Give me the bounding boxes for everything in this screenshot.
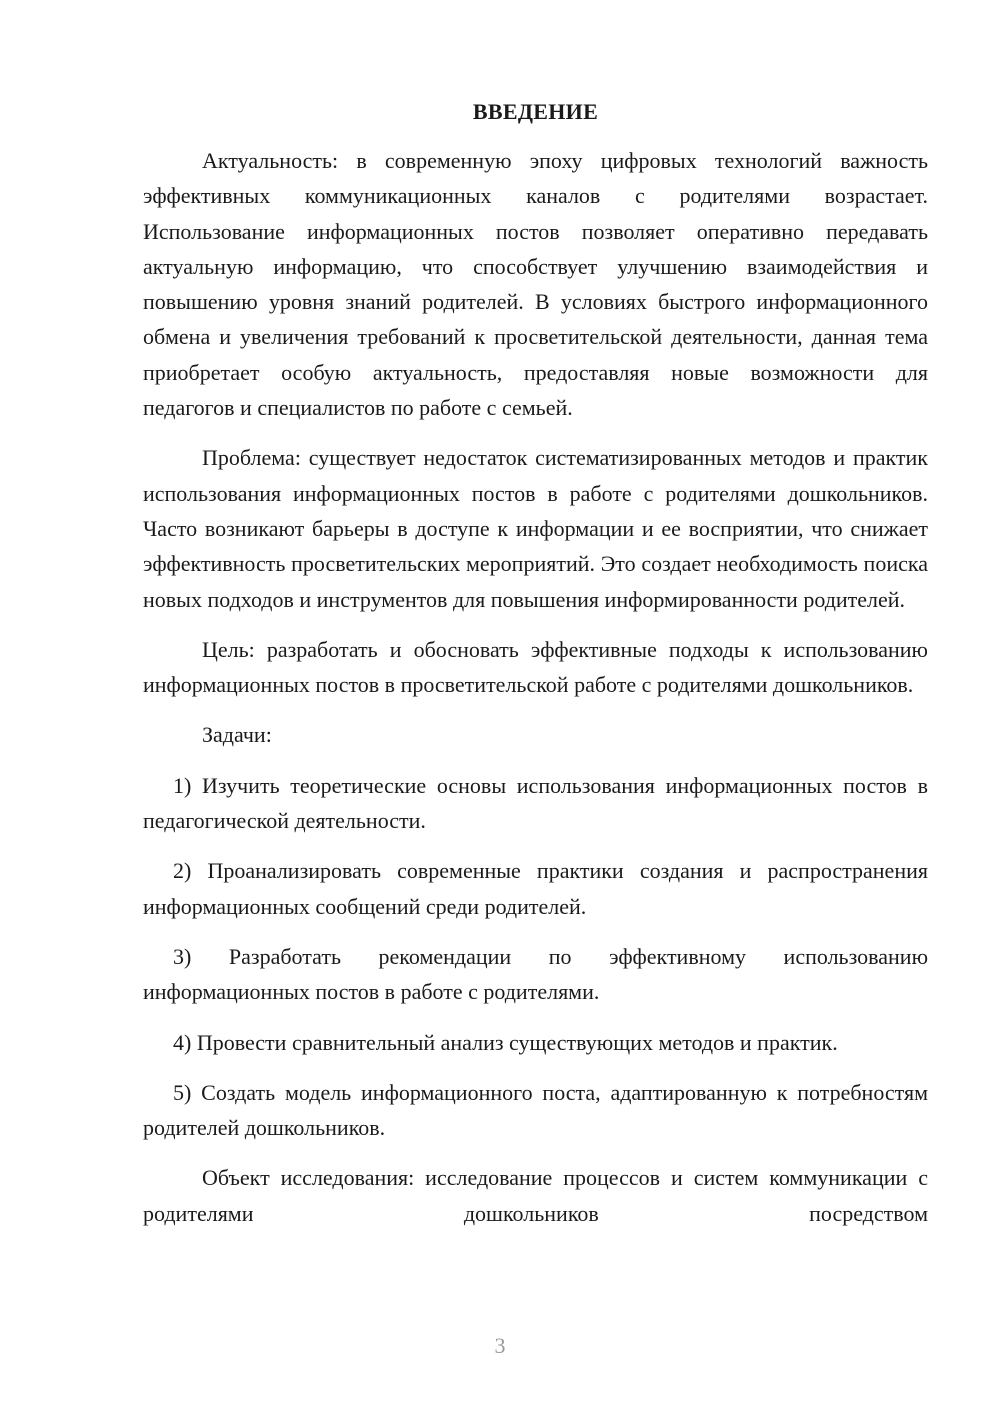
task-item-2: 2) Проанализировать современные практики создания и распространения информационных сообщений среди родителей.	[143, 858, 928, 919]
task-item-5: 5) Создать модель информационного поста, адаптированную к потребностям родителей дошкольников.	[143, 1079, 928, 1141]
page-title: ВВЕДЕНИЕ	[472, 99, 599, 124]
paragraph-goal: Цель: разработать и обосновать эффективные подходы к использованию информационных постов в просветительской работе с родителями дошкольников.	[143, 636, 928, 698]
task-item-3: 3) Разработать рекомендации по эффективному использованию информационных постов в работе с родителями.	[143, 943, 928, 1005]
task-item-4: 4) Провести сравнительный анализ существующих методов и практик.	[173, 1029, 838, 1055]
paragraph-object: Объект исследования: исследование процессов и систем коммуникации с родителями дошкольников посредством	[143, 1165, 928, 1226]
paragraph-problem: Проблема: существует недостаток систематизированных методов и практик использования информационных постов в работе с родителями дошкольников. Часто возникают барьеры в доступе к информации и ее восприятии, что снижает эффективность просветительских мероприятий. Это создает необходимость поиска новых подходов и инструментов для повышения информированности родителей.	[143, 445, 928, 612]
paragraph-relevance: Актуальность: в современную эпоху цифровых технологий важность эффективных коммуникационных каналов с родителями возрастает. Использование информационных постов позволяет оперативно передавать актуальную информацию, что способствует улучшению взаимодействия и повышению уровня знаний родителей. В условиях быстрого информационного обмена и увеличения требований к просветительской деятельности, данная тема приобретает особую актуальность, предоставляя новые возможности для педагогов и специалистов по работе с семьей.	[143, 148, 928, 421]
task-item-1: 1) Изучить теоретические основы использования информационных постов в педагогической деятельности.	[143, 772, 928, 834]
document-page	[143, 94, 928, 1231]
tasks-label: Задачи:	[202, 722, 272, 748]
page-number: 3	[494, 1333, 506, 1358]
